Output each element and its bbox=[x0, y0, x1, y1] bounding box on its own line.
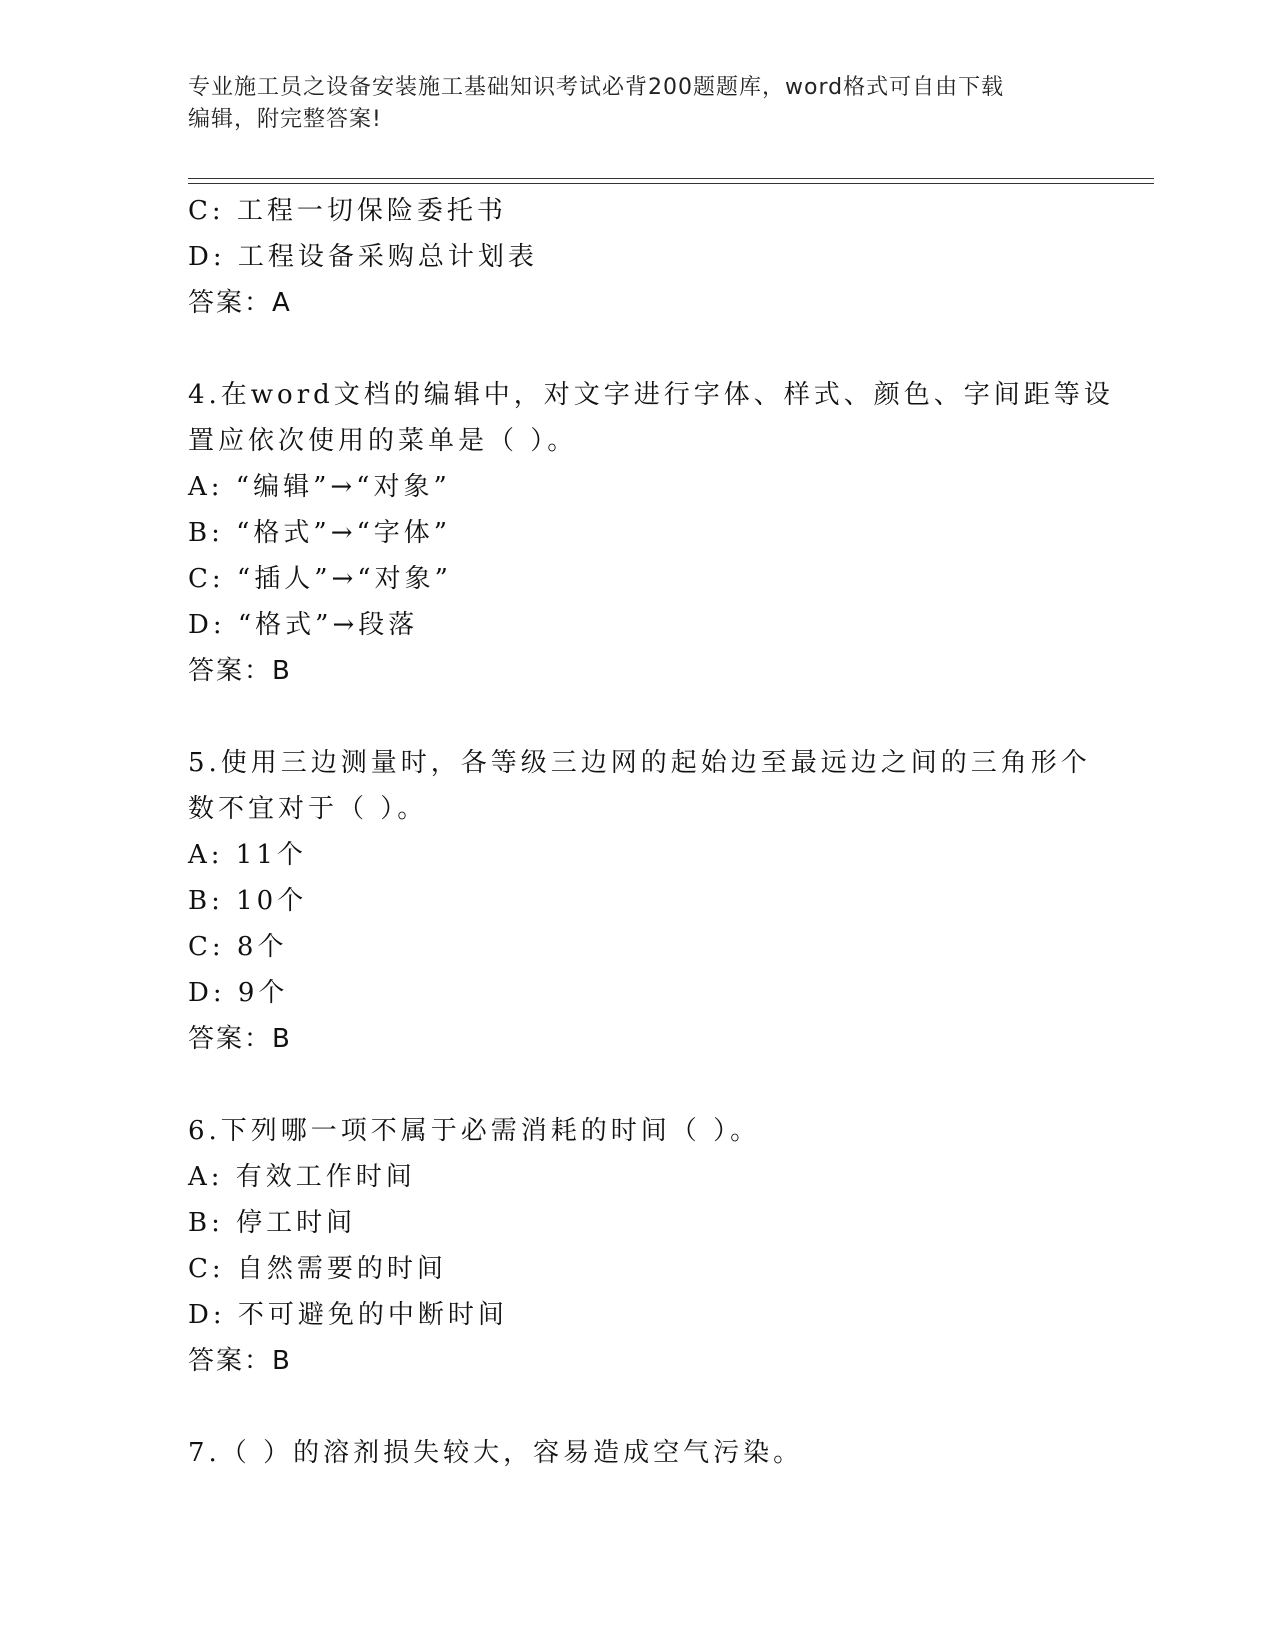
question-6 bbox=[188, 1108, 1108, 1384]
option-c: C: 工程一切保险委托书 bbox=[188, 196, 507, 226]
question-stem: 7.（ ）的溶剂损失较大，容易造成空气污染。 bbox=[188, 1438, 804, 1468]
option-a: A: “编辑”→“对象” bbox=[188, 472, 451, 502]
question-3 bbox=[188, 188, 1108, 326]
question-stem-continued: 置应依次使用的菜单是（ ）。 bbox=[188, 426, 578, 456]
question-7 bbox=[188, 1430, 1108, 1476]
question-content bbox=[188, 188, 1114, 1476]
question-stem-continued: 数不宜对于（ ）。 bbox=[188, 794, 428, 824]
answer: 答案：B bbox=[188, 1024, 292, 1054]
answer: 答案：B bbox=[188, 1346, 292, 1376]
question-stem: 4.在word文档的编辑中，对文字进行字体、样式、颜色、字间距等设 bbox=[188, 380, 1114, 410]
question-5 bbox=[188, 740, 1108, 1062]
option-d: D: 不可避免的中断时间 bbox=[188, 1300, 508, 1330]
option-c: C: 自然需要的时间 bbox=[188, 1254, 447, 1284]
header-rule-top bbox=[188, 178, 1154, 179]
option-b: B: “格式”→“字体” bbox=[188, 518, 452, 548]
question-spacer bbox=[188, 1062, 1108, 1108]
question-spacer bbox=[188, 1384, 1108, 1430]
option-a: A: 11个 bbox=[188, 840, 307, 870]
option-a: A: 有效工作时间 bbox=[188, 1162, 416, 1192]
option-d: D: 工程设备采购总计划表 bbox=[188, 242, 538, 272]
option-d: D: 9个 bbox=[188, 978, 289, 1008]
option-c: C: 8个 bbox=[188, 932, 288, 962]
question-spacer bbox=[188, 326, 1108, 372]
header-rule-bottom bbox=[188, 183, 1154, 184]
question-4 bbox=[188, 372, 1114, 694]
answer: 答案：B bbox=[188, 656, 292, 686]
option-d: D: “格式”→段落 bbox=[188, 610, 419, 640]
header-title-line-2: 编辑，附完整答案! bbox=[188, 107, 382, 132]
option-c: C: “插人”→“对象” bbox=[188, 564, 452, 594]
option-b: B: 停工时间 bbox=[188, 1208, 357, 1238]
answer: 答案：A bbox=[188, 288, 292, 318]
page-header bbox=[188, 72, 1078, 136]
option-b: B: 10个 bbox=[188, 886, 308, 916]
header-title-line-1: 专业施工员之设备安装施工基础知识考试必背200题题库，word格式可自由下载 bbox=[188, 75, 1005, 100]
question-stem: 6.下列哪一项不属于必需消耗的时间（ ）。 bbox=[188, 1116, 761, 1146]
question-stem: 5.使用三边测量时，各等级三边网的起始边至最远边之间的三角形个 bbox=[188, 748, 1091, 778]
question-spacer bbox=[188, 694, 1108, 740]
